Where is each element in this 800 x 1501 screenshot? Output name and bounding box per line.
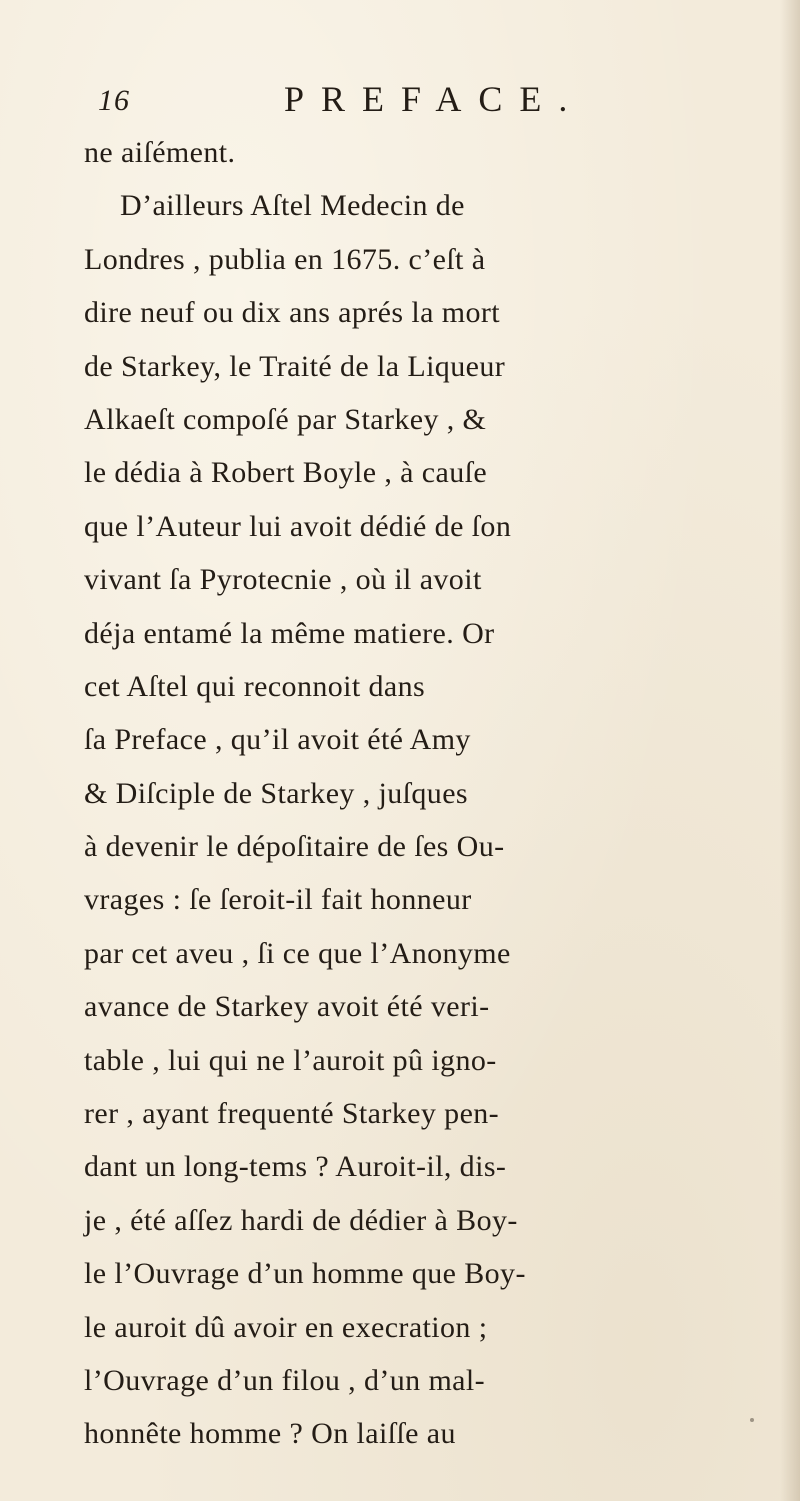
ink-speck [750, 1418, 754, 1422]
text-line: D’ailleurs Aſtel Medecin de [120, 189, 465, 223]
text-line: que l’Auteur lui avoit dédié de ſon [84, 509, 512, 543]
text-line: Londres , publia en 1675. c’eſt à [84, 242, 486, 276]
text-line: & Diſciple de Starkey , juſques [84, 776, 468, 810]
text-line: vivant ſa Pyrotecnie , où il avoit [84, 563, 482, 597]
text-line: vrages : ſe ſeroit-il fait honneur [84, 883, 472, 917]
text-line: de Starkey, le Traité de la Liqueur [84, 349, 506, 383]
text-line: le l’Ouvrage d’un homme que Boy- [84, 1257, 526, 1291]
text-line: à devenir le dépoſitaire de ſes Ou- [84, 830, 505, 864]
text-line: dire neuf ou dix ans aprés la mort [84, 296, 500, 330]
text-line: rer , ayant frequenté Starkey pen- [84, 1097, 500, 1131]
text-line: par cet aveu , ſi ce que l’Anonyme [84, 936, 511, 970]
text-line: dant un long-tems ? Auroit-il, dis- [84, 1150, 507, 1184]
text-line: table , lui qui ne l’auroit pû igno- [84, 1043, 497, 1077]
text-line: le auroit dû avoir en execration ; [84, 1310, 488, 1344]
text-line: honnête homme ? On laiſſe au [84, 1417, 456, 1451]
text-line: le dédia à Robert Boyle , à cauſe [84, 456, 488, 490]
body-text [84, 126, 800, 1461]
page-header [98, 78, 658, 122]
running-title: PREFACE. [284, 79, 585, 119]
text-line: je , été aſſez hardi de dédier à Boy- [84, 1203, 518, 1237]
text-line: déja entamé la même matiere. Or [84, 616, 495, 650]
text-line: l’Ouvrage d’un filou , d’un mal- [84, 1363, 486, 1397]
text-line: ne aiſément. [84, 136, 236, 169]
text-line: ſa Preface , qu’il avoit été Amy [84, 723, 471, 757]
text-line: avance de Starkey avoit été veri- [84, 990, 490, 1024]
page-number: 16 [98, 84, 130, 117]
text-line: cet Aſtel qui reconnoit dans [84, 669, 426, 703]
text-line: Alkaeſt compoſé par Starkey , & [84, 402, 487, 436]
